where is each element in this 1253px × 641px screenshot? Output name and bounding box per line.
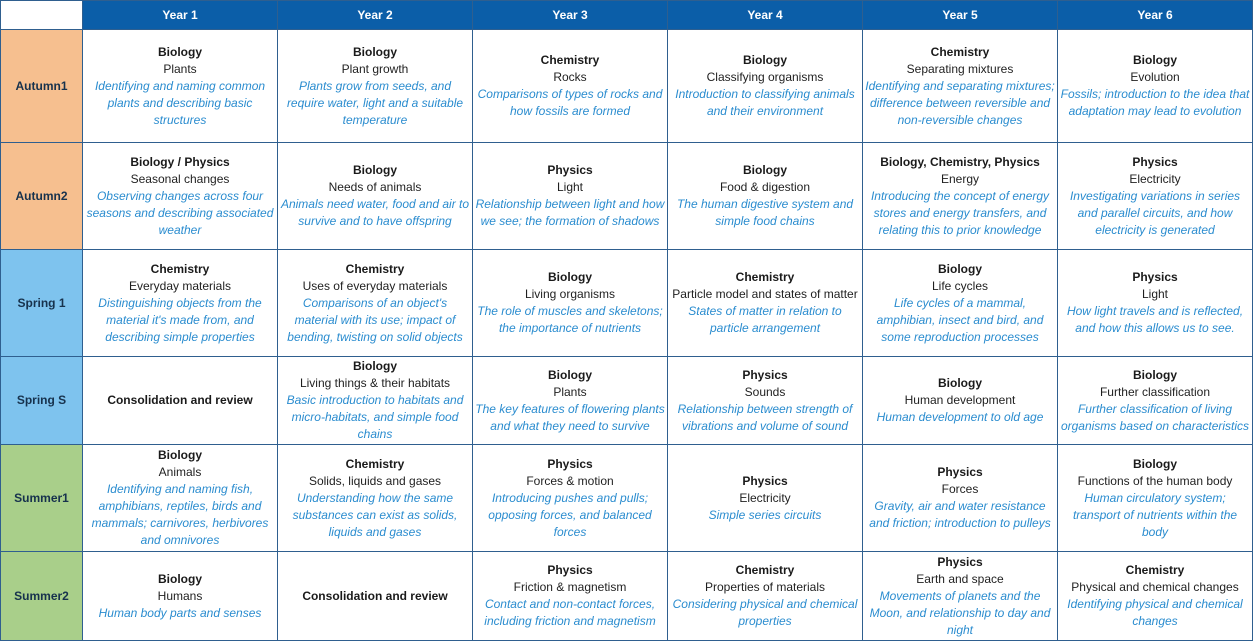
year-header: Year 1 [83,1,278,30]
topic-title: Electricity [1129,171,1181,186]
topic-description: Identifying and naming common plants and describing basic structures [94,78,266,127]
topic-cell [668,357,863,445]
topic-description: Movements of planets and the Moon, and relationship to day and night [869,588,1051,637]
topic-cell [83,357,278,445]
subject-label: Chemistry [540,53,600,67]
subject-label: Biology [158,448,202,462]
topic-cell [668,552,863,641]
topic-cell [473,357,668,445]
subject-label: Biology [158,571,202,586]
topic-description: Introduction to classifying animals and their environment [675,87,855,118]
topic-description: Human body parts and senses [98,605,262,620]
subject-label: Physics [937,554,983,569]
subject-label: Biology [743,53,787,67]
curriculum-body [1,30,1253,641]
topic-title: Energy [940,171,980,186]
topic-description: Gravity, air and water resistance and friction; introduction to pulleys [869,499,1051,530]
subject-label: Biology, Chemistry, Physics [880,154,1040,169]
topic-title: Particle model and states of matter [672,287,858,301]
year-header: Year 4 [668,1,863,30]
year-header-row [1,1,1253,30]
subject-label: Biology [938,376,982,390]
topic-title: Living things & their habitats [299,376,451,390]
topic-cell [278,552,473,641]
topic-description: Investigating variations in series and parallel circuits, and how electricity is generated [1069,188,1241,237]
topic-cell [863,357,1058,445]
topic-description: Plants grow from seeds, and require water, light and a suitable temperature [286,78,464,127]
topic-description: Distinguishing objects from the material it's made from, and describing simple properties [98,295,262,344]
topic-title: Forces [941,482,979,496]
topic-cell [863,30,1058,143]
term-row [1,30,1253,143]
topic-cell [83,445,278,552]
topic-title: Evolution [1130,70,1180,84]
topic-title: Friction & magnetism [513,580,627,594]
subject-label: Biology [548,270,592,284]
topic-description: Introducing pushes and pulls; opposing forces, and balanced forces [488,490,652,539]
topic-cell [1058,143,1253,250]
topic-cell [278,143,473,250]
topic-description: Considering physical and chemical properties [672,597,858,628]
topic-cell [668,143,863,250]
topic-cell [473,445,668,552]
subject-label: Biology [353,359,397,373]
subject-label: Physics [1132,270,1178,284]
term-row [1,143,1253,250]
topic-cell [278,357,473,445]
topic-title: Sounds [744,384,786,399]
topic-cell [1058,552,1253,641]
year-header: Year 6 [1058,1,1253,30]
topic-description: Animals need water, food and air to survive and to have offspring [280,197,470,228]
topic-cell [1058,250,1253,357]
subject-label: Chemistry [345,261,405,276]
year-header: Year 2 [278,1,473,30]
year-header: Year 3 [473,1,668,30]
term-row [1,445,1253,552]
topic-description: The role of muscles and skeletons; the importance of nutrients [477,304,663,335]
term-row [1,250,1253,357]
topic-description: The human digestive system and simple food chains [676,197,854,228]
topic-cell [668,250,863,357]
topic-title: Living organisms [524,287,616,301]
topic-title: Separating mixtures [906,61,1014,76]
subject-label: Chemistry [1125,563,1185,577]
subject-label: Physics [547,563,593,577]
topic-cell [473,30,668,143]
topic-description: Relationship between strength of vibrations and volume of sound [677,401,853,433]
subject-label: Biology [1133,367,1177,382]
topic-title: Uses of everyday materials [302,278,448,293]
topic-title: Earth and space [916,571,1004,586]
term-label: Autumn2 [1,143,83,250]
subject-label: Physics [742,367,788,382]
topic-title: Light [556,180,584,194]
topic-title: Electricity [739,490,791,505]
subject-label: Chemistry [735,270,795,284]
topic-title: Forces & motion [526,473,614,488]
topic-title: Light [1141,287,1169,301]
topic-title: Physical and chemical changes [1071,580,1239,594]
year-header: Year 5 [863,1,1058,30]
term-label: Spring S [1,357,83,445]
topic-title: Needs of animals [328,180,422,194]
topic-description: Human circulatory system; transport of nutrients within the body [1072,490,1238,539]
topic-title: Rocks [553,70,587,84]
term-row [1,357,1253,445]
subject-label: Biology [353,163,397,177]
subject-label: Biology [353,44,397,59]
topic-cell [863,445,1058,552]
topic-cell [863,552,1058,641]
corner-cell [1,1,83,30]
topic-description: Human development to old age [876,410,1044,424]
subject-label: Physics [742,473,788,488]
subject-label: Biology [1133,53,1177,67]
topic-cell [83,143,278,250]
topic-title: Classifying organisms [706,70,824,84]
subject-label: Chemistry [150,261,210,276]
topic-title: Everyday materials [128,278,232,293]
topic-title: Properties of materials [704,580,826,594]
topic-description: Contact and non-contact forces, including friction and magnetism [484,597,656,628]
topic-description: Understanding how the same substances can exist as solids, liquids and gases [292,490,458,539]
term-label: Summer1 [1,445,83,552]
topic-title: Humans [157,588,203,603]
topic-description: Life cycles of a mammal, amphibian, insect and bird, and some reproduction processes [876,295,1044,344]
topic-cell [278,30,473,143]
subject-label: Biology [158,44,202,59]
topic-title: Life cycles [931,278,989,293]
subject-label: Physics [1132,154,1178,169]
topic-cell [473,552,668,641]
topic-description: Basic introduction to habitats and micro-habitats, and simple food chains [286,393,464,441]
subject-label: Biology [938,261,982,276]
topic-description: How light travels and is reflected, and how this allows us to see. [1066,304,1244,335]
topic-cell [473,250,668,357]
topic-cell [83,30,278,143]
topic-title: Plant growth [341,61,409,76]
topic-cell [1058,357,1253,445]
topic-cell [668,445,863,552]
topic-title: Seasonal changes [130,171,230,186]
subject-label: Chemistry [345,456,405,471]
topic-title: Human development [904,393,1016,407]
subject-label: Physics [547,456,593,471]
consolidation-label: Consolidation and review [107,393,253,407]
subject-label: Biology / Physics [130,154,230,169]
topic-cell [1058,30,1253,143]
topic-cell [863,143,1058,250]
term-label: Autumn1 [1,30,83,143]
consolidation-label: Consolidation and review [302,588,448,603]
topic-description: Simple series circuits [708,507,822,522]
topic-title: Plants [163,61,197,76]
topic-description: Comparisons of types of rocks and how fossils are formed [477,87,663,118]
topic-title: Functions of the human body [1077,473,1233,488]
topic-description: Identifying physical and chemical changes [1067,597,1243,628]
term-row [1,552,1253,641]
topic-cell [83,250,278,357]
topic-title: Solids, liquids and gases [308,473,442,488]
topic-description: Identifying and separating mixtures; difference between reversible and non-reversible changes [865,78,1055,127]
topic-cell [863,250,1058,357]
topic-title: Animals [158,465,202,479]
subject-label: Biology [1133,456,1177,471]
subject-label: Biology [548,367,592,382]
term-label: Summer2 [1,552,83,641]
topic-title: Further classification [1099,384,1211,399]
subject-label: Physics [937,465,983,479]
topic-description: Introducing the concept of energy stores and energy transfers, and relating this to prior knowledge [870,188,1050,237]
term-label: Spring 1 [1,250,83,357]
subject-label: Physics [547,163,593,177]
subject-label: Chemistry [735,563,795,577]
topic-cell [668,30,863,143]
topic-cell [83,552,278,641]
topic-cell [278,445,473,552]
topic-description: States of matter in relation to particle arrangement [688,304,842,335]
topic-title: Food & digestion [719,180,811,194]
topic-description: Fossils; introduction to the idea that adaptation may lead to evolution [1060,87,1250,118]
topic-description: Comparisons of an object's material with its use; impact of bending, twisting on solid objects [287,295,463,344]
topic-cell [473,143,668,250]
topic-description: The key features of flowering plants and what they need to survive [475,401,665,433]
topic-cell [1058,445,1253,552]
topic-description: Relationship between light and how we see; the formation of shadows [475,197,665,228]
topic-title: Plants [553,384,587,399]
subject-label: Chemistry [930,44,990,59]
topic-description: Identifying and naming fish, amphibians, reptiles, birds and mammals; carnivores, herbivores and omnivores [91,482,269,547]
subject-label: Biology [743,163,787,177]
topic-cell [278,250,473,357]
topic-description: Observing changes across four seasons and describing associated weather [86,188,274,237]
topic-description: Further classification of living organisms based on characteristics [1060,401,1250,433]
